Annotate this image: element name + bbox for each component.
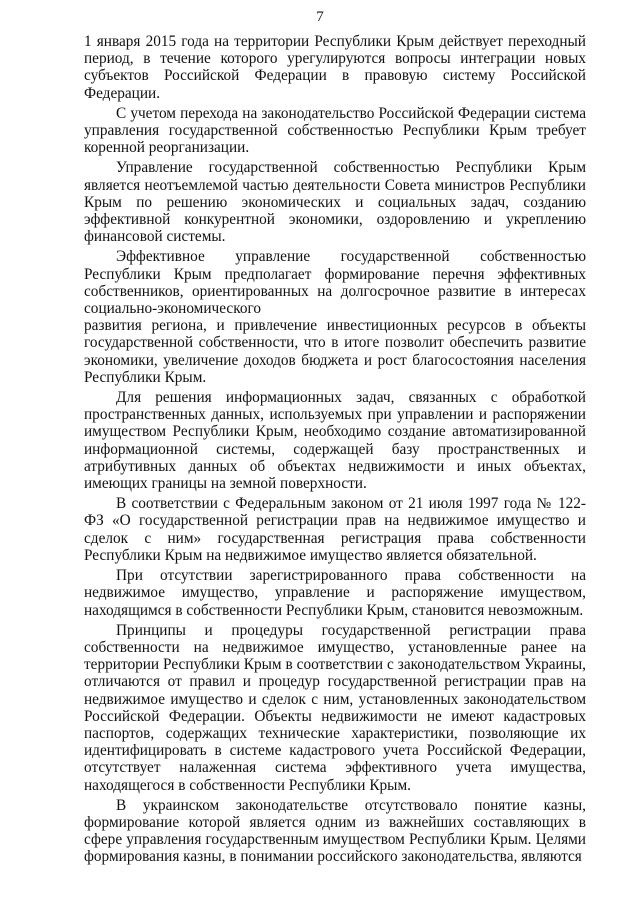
paragraph-property-management: Управление государственной собственностью Республики Крым является неотъемлемой частью деятельности Совета министров Республики Крым по решению экономических и социальных задач, созданию эффективной конкурентной экономики, оздоровлению и укреплению финансовой системы. <box>84 159 586 246</box>
paragraph-information-system: Для решения информационных задач, связанных с обработкой пространственных данных, используемых при управлении и распоряжении имуществом Республики Крым, необходимо создание автоматизированной информационной системы, содержащей базу пространственных и атрибутивных данных об объектах недвижимости и иных объектах, имеющих границы на земной поверхности. <box>84 389 586 493</box>
page-number: 7 <box>316 9 324 25</box>
paragraph-regional-development: развития региона, и привлечение инвестиционных ресурсов в объекты государственной собственности, что в итоге позволит обеспечить развитие экономики, увеличение доходов бюджета и рост благосостояния населения Республики Крым. <box>84 317 586 386</box>
paragraph-reorganization: С учетом перехода на законодательство Российской Федерации система управления государственной собственностью Республики Крым требует коренной реорганизации. <box>84 104 586 157</box>
paragraph-treasury: В украинском законодательстве отсутствовало понятие казны, формирование которой является одним из важнейших составляющих в сфере управления государственным имуществом Республики Крым. Целями формирования казны, в понимании российского законодательства, являются <box>84 796 586 866</box>
paragraph-transition-period: 1 января 2015 года на территории Республики Крым действует переходный период, в течение которого урегулируются вопросы интеграции новых субъектов Российской Федерации в правовую систему Российской Федерации. <box>84 33 586 102</box>
paragraph-registration-procedures: Принципы и процедуры государственной регистрации права собственности на недвижимое имущество, установленные ранее на территории Республики Крым в соответствии с законодательством Украины, отличаются от правил и процедур государственной регистрации прав на недвижимое имущество и сделок с ним, установленных законодательством Российской Федерации. Объекты недвижимости не имеют кадастровых паспортов, содержащих технические характеристики, позволяющие их идентифицировать в системе кадастрового учета Российской Федерации, отсутствует налаженная система эффективного учета имущества, находящегося в собственности Республики Крым. <box>84 621 586 794</box>
paragraph-federal-law: В соответствии с Федеральным законом от 21 июля 1997 года № 122-ФЗ «О государственной регистрации прав на недвижимое имущество и сделок с ним» государственная регистрация права собственности Республики Крым на недвижимое имущество является обязательной. <box>84 495 586 564</box>
document-body <box>84 33 586 869</box>
paragraph-effective-management: Эффективное управление государственной собственностью Республики Крым предполагает формирование перечня эффективных собственников, ориентированных на долгосрочное развитие в интересах социально-экономического <box>84 248 586 318</box>
paragraph-registration-absence: При отсутствии зарегистрированного права собственности на недвижимое имущество, управление и распоряжение имуществом, находящимся в собственности Республики Крым, становится невозможным. <box>84 567 586 619</box>
